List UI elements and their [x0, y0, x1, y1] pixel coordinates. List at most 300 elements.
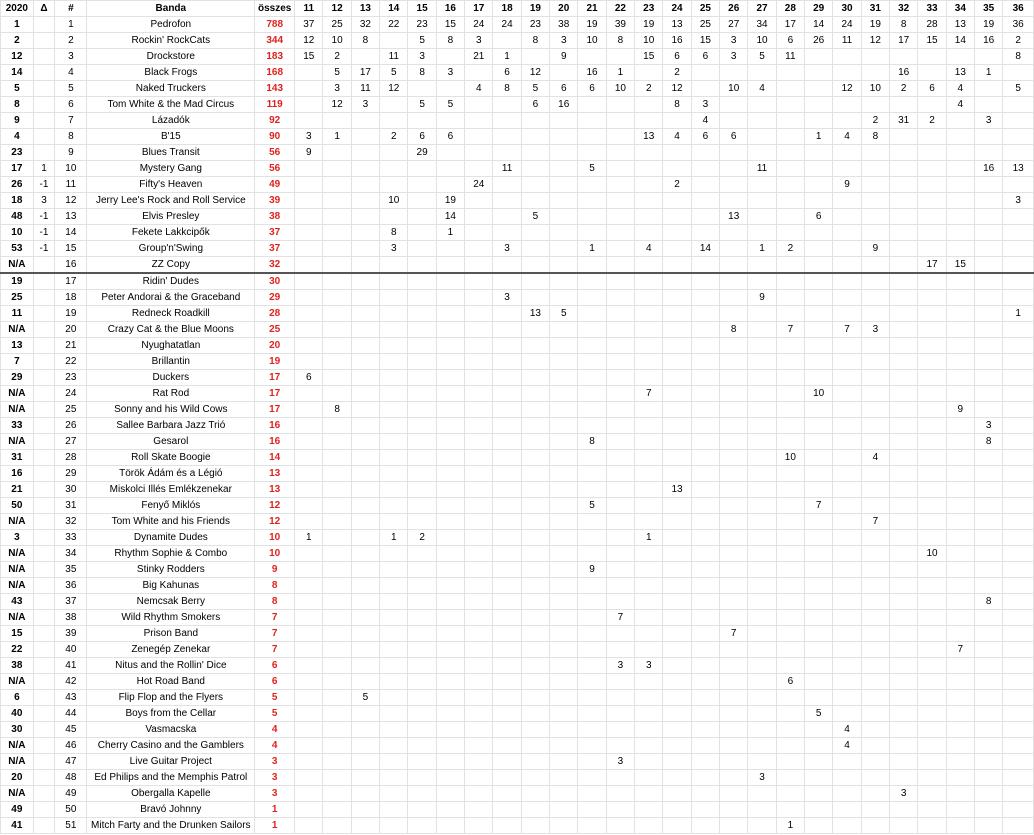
cell-week-29[interactable] [805, 722, 833, 738]
cell-week-27[interactable] [748, 530, 776, 546]
cell-week-18[interactable] [493, 706, 521, 722]
cell-week-20[interactable] [550, 402, 578, 418]
cell-week-35[interactable] [975, 97, 1003, 113]
cell-week-16[interactable] [436, 562, 464, 578]
cell-week-21[interactable] [578, 770, 606, 786]
cell-week-13[interactable] [351, 193, 379, 209]
cell-week-32[interactable] [890, 418, 918, 434]
cell-week-21[interactable] [578, 257, 606, 274]
cell-week-21[interactable] [578, 322, 606, 338]
header-prev-rank[interactable]: 2020 [1, 1, 34, 17]
cell-week-12[interactable] [323, 626, 351, 642]
cell-week-30[interactable] [833, 610, 861, 626]
cell-week-24[interactable] [663, 386, 691, 402]
cell-week-30[interactable] [833, 786, 861, 802]
cell-week-18[interactable] [493, 225, 521, 241]
cell-rank[interactable]: 34 [55, 546, 87, 562]
cell-week-28[interactable] [776, 129, 804, 145]
cell-week-30[interactable] [833, 594, 861, 610]
cell-week-29[interactable]: 26 [805, 33, 833, 49]
cell-total[interactable]: 7 [255, 610, 295, 626]
cell-week-16[interactable] [436, 514, 464, 530]
cell-week-13[interactable] [351, 273, 379, 290]
cell-week-13[interactable] [351, 786, 379, 802]
cell-week-16[interactable] [436, 706, 464, 722]
cell-week-17[interactable] [465, 434, 493, 450]
cell-week-28[interactable] [776, 706, 804, 722]
cell-rank[interactable]: 43 [55, 690, 87, 706]
cell-prev-rank[interactable]: N/A [1, 738, 34, 754]
cell-week-12[interactable] [323, 802, 351, 818]
cell-week-21[interactable] [578, 370, 606, 386]
cell-week-11[interactable] [295, 322, 323, 338]
cell-week-25[interactable]: 14 [691, 241, 719, 257]
cell-week-21[interactable] [578, 738, 606, 754]
cell-week-23[interactable] [635, 578, 663, 594]
cell-week-17[interactable] [465, 386, 493, 402]
cell-week-31[interactable]: 12 [861, 33, 889, 49]
cell-week-30[interactable] [833, 306, 861, 322]
cell-week-19[interactable] [521, 498, 549, 514]
cell-week-11[interactable] [295, 209, 323, 225]
cell-week-18[interactable]: 24 [493, 17, 521, 33]
cell-week-18[interactable] [493, 354, 521, 370]
cell-week-28[interactable] [776, 273, 804, 290]
cell-week-36[interactable] [1003, 290, 1034, 306]
cell-week-28[interactable]: 10 [776, 450, 804, 466]
cell-week-23[interactable] [635, 65, 663, 81]
cell-week-31[interactable] [861, 386, 889, 402]
cell-week-33[interactable] [918, 177, 946, 193]
cell-delta[interactable] [33, 610, 55, 626]
cell-week-23[interactable]: 2 [635, 81, 663, 97]
cell-week-20[interactable] [550, 145, 578, 161]
cell-week-12[interactable] [323, 658, 351, 674]
cell-week-25[interactable] [691, 370, 719, 386]
cell-week-22[interactable] [606, 386, 634, 402]
cell-band-name[interactable]: Nitus and the Rollin' Dice [87, 658, 255, 674]
cell-week-22[interactable] [606, 370, 634, 386]
cell-week-31[interactable] [861, 193, 889, 209]
cell-week-19[interactable] [521, 161, 549, 177]
cell-week-21[interactable] [578, 338, 606, 354]
cell-week-19[interactable] [521, 418, 549, 434]
cell-week-17[interactable] [465, 97, 493, 113]
cell-total[interactable]: 29 [255, 290, 295, 306]
cell-prev-rank[interactable]: 19 [1, 273, 34, 290]
cell-week-27[interactable] [748, 514, 776, 530]
cell-week-35[interactable] [975, 177, 1003, 193]
cell-week-16[interactable] [436, 594, 464, 610]
cell-week-11[interactable] [295, 97, 323, 113]
cell-week-32[interactable] [890, 49, 918, 65]
cell-week-16[interactable] [436, 49, 464, 65]
cell-week-18[interactable] [493, 594, 521, 610]
cell-week-35[interactable] [975, 562, 1003, 578]
cell-week-16[interactable] [436, 434, 464, 450]
cell-prev-rank[interactable]: 3 [1, 530, 34, 546]
cell-week-11[interactable] [295, 770, 323, 786]
cell-week-26[interactable] [720, 290, 748, 306]
cell-week-35[interactable] [975, 674, 1003, 690]
cell-week-30[interactable] [833, 642, 861, 658]
cell-week-13[interactable] [351, 818, 379, 834]
cell-rank[interactable]: 20 [55, 322, 87, 338]
cell-week-31[interactable] [861, 354, 889, 370]
cell-week-24[interactable] [663, 818, 691, 834]
cell-week-12[interactable] [323, 209, 351, 225]
cell-week-14[interactable] [380, 626, 408, 642]
cell-week-13[interactable] [351, 722, 379, 738]
cell-delta[interactable] [33, 578, 55, 594]
cell-week-18[interactable] [493, 626, 521, 642]
cell-week-12[interactable] [323, 225, 351, 241]
cell-week-14[interactable]: 10 [380, 193, 408, 209]
cell-delta[interactable] [33, 802, 55, 818]
cell-week-24[interactable] [663, 578, 691, 594]
cell-week-20[interactable] [550, 241, 578, 257]
cell-week-32[interactable] [890, 290, 918, 306]
cell-week-12[interactable] [323, 273, 351, 290]
cell-week-11[interactable] [295, 273, 323, 290]
cell-week-27[interactable]: 10 [748, 33, 776, 49]
cell-week-12[interactable] [323, 578, 351, 594]
cell-week-20[interactable] [550, 354, 578, 370]
cell-prev-rank[interactable]: N/A [1, 786, 34, 802]
cell-prev-rank[interactable]: 38 [1, 658, 34, 674]
cell-week-23[interactable] [635, 161, 663, 177]
cell-week-33[interactable] [918, 578, 946, 594]
cell-rank[interactable]: 39 [55, 626, 87, 642]
cell-week-18[interactable] [493, 338, 521, 354]
cell-week-11[interactable]: 37 [295, 17, 323, 33]
cell-week-33[interactable] [918, 658, 946, 674]
cell-week-30[interactable] [833, 145, 861, 161]
cell-week-25[interactable] [691, 466, 719, 482]
cell-week-15[interactable] [408, 594, 436, 610]
cell-prev-rank[interactable]: 9 [1, 113, 34, 129]
cell-week-19[interactable] [521, 370, 549, 386]
cell-week-15[interactable]: 29 [408, 145, 436, 161]
cell-week-33[interactable] [918, 802, 946, 818]
cell-week-17[interactable] [465, 546, 493, 562]
cell-prev-rank[interactable]: N/A [1, 514, 34, 530]
header-week-24[interactable]: 24 [663, 1, 691, 17]
cell-week-18[interactable]: 6 [493, 65, 521, 81]
cell-week-22[interactable] [606, 273, 634, 290]
cell-total[interactable]: 4 [255, 738, 295, 754]
cell-week-23[interactable] [635, 225, 663, 241]
cell-total[interactable]: 9 [255, 562, 295, 578]
header-week-26[interactable]: 26 [720, 1, 748, 17]
cell-week-16[interactable]: 3 [436, 65, 464, 81]
cell-week-34[interactable]: 13 [946, 65, 974, 81]
header-week-23[interactable]: 23 [635, 1, 663, 17]
cell-week-34[interactable] [946, 225, 974, 241]
cell-week-15[interactable] [408, 193, 436, 209]
cell-week-12[interactable]: 10 [323, 33, 351, 49]
cell-prev-rank[interactable]: 25 [1, 290, 34, 306]
cell-week-28[interactable] [776, 81, 804, 97]
cell-week-29[interactable] [805, 562, 833, 578]
cell-week-30[interactable] [833, 49, 861, 65]
cell-week-13[interactable] [351, 546, 379, 562]
cell-week-14[interactable] [380, 177, 408, 193]
cell-week-26[interactable]: 13 [720, 209, 748, 225]
cell-total[interactable]: 13 [255, 482, 295, 498]
cell-week-20[interactable] [550, 209, 578, 225]
cell-week-30[interactable] [833, 241, 861, 257]
cell-week-31[interactable] [861, 65, 889, 81]
cell-week-36[interactable] [1003, 674, 1034, 690]
cell-week-29[interactable] [805, 642, 833, 658]
cell-total[interactable]: 168 [255, 65, 295, 81]
cell-total[interactable]: 10 [255, 530, 295, 546]
cell-week-35[interactable]: 8 [975, 434, 1003, 450]
cell-week-33[interactable] [918, 161, 946, 177]
cell-week-26[interactable] [720, 818, 748, 834]
cell-week-21[interactable]: 19 [578, 17, 606, 33]
cell-week-32[interactable] [890, 161, 918, 177]
cell-week-35[interactable] [975, 322, 1003, 338]
cell-week-32[interactable] [890, 225, 918, 241]
cell-week-13[interactable] [351, 674, 379, 690]
cell-week-23[interactable]: 15 [635, 49, 663, 65]
cell-week-27[interactable] [748, 802, 776, 818]
cell-week-15[interactable]: 8 [408, 65, 436, 81]
cell-week-35[interactable] [975, 81, 1003, 97]
cell-week-19[interactable] [521, 658, 549, 674]
cell-week-18[interactable] [493, 738, 521, 754]
cell-week-17[interactable] [465, 818, 493, 834]
cell-band-name[interactable]: Sallee Barbara Jazz Trió [87, 418, 255, 434]
cell-week-16[interactable] [436, 354, 464, 370]
cell-week-17[interactable] [465, 690, 493, 706]
cell-week-28[interactable] [776, 546, 804, 562]
cell-week-17[interactable]: 3 [465, 33, 493, 49]
cell-week-34[interactable] [946, 754, 974, 770]
cell-week-30[interactable] [833, 466, 861, 482]
cell-rank[interactable]: 8 [55, 129, 87, 145]
cell-week-19[interactable] [521, 145, 549, 161]
cell-week-23[interactable] [635, 722, 663, 738]
cell-week-22[interactable] [606, 594, 634, 610]
cell-week-23[interactable] [635, 450, 663, 466]
cell-week-31[interactable]: 9 [861, 241, 889, 257]
cell-week-17[interactable]: 4 [465, 81, 493, 97]
cell-week-31[interactable] [861, 578, 889, 594]
cell-week-24[interactable] [663, 402, 691, 418]
cell-week-28[interactable] [776, 418, 804, 434]
cell-week-15[interactable] [408, 434, 436, 450]
cell-week-11[interactable] [295, 418, 323, 434]
cell-band-name[interactable]: Nemcsak Berry [87, 594, 255, 610]
cell-week-21[interactable] [578, 177, 606, 193]
cell-week-22[interactable] [606, 49, 634, 65]
cell-week-12[interactable] [323, 161, 351, 177]
header-week-32[interactable]: 32 [890, 1, 918, 17]
cell-week-17[interactable] [465, 658, 493, 674]
cell-week-14[interactable] [380, 33, 408, 49]
cell-week-18[interactable] [493, 306, 521, 322]
cell-week-25[interactable]: 4 [691, 113, 719, 129]
cell-week-28[interactable] [776, 402, 804, 418]
cell-week-35[interactable] [975, 290, 1003, 306]
cell-delta[interactable]: -1 [33, 177, 55, 193]
cell-week-32[interactable] [890, 578, 918, 594]
cell-week-35[interactable] [975, 802, 1003, 818]
cell-week-28[interactable] [776, 626, 804, 642]
cell-week-20[interactable] [550, 562, 578, 578]
cell-week-30[interactable]: 4 [833, 738, 861, 754]
header-week-33[interactable]: 33 [918, 1, 946, 17]
cell-week-20[interactable] [550, 225, 578, 241]
cell-delta[interactable]: -1 [33, 241, 55, 257]
cell-week-25[interactable] [691, 193, 719, 209]
cell-week-20[interactable] [550, 674, 578, 690]
cell-week-15[interactable] [408, 81, 436, 97]
cell-week-21[interactable] [578, 658, 606, 674]
cell-week-34[interactable]: 14 [946, 33, 974, 49]
cell-week-20[interactable] [550, 594, 578, 610]
cell-week-21[interactable] [578, 225, 606, 241]
cell-week-15[interactable] [408, 466, 436, 482]
cell-delta[interactable] [33, 370, 55, 386]
cell-week-20[interactable] [550, 290, 578, 306]
cell-week-20[interactable] [550, 722, 578, 738]
header-week-16[interactable]: 16 [436, 1, 464, 17]
cell-delta[interactable] [33, 562, 55, 578]
cell-week-20[interactable] [550, 530, 578, 546]
cell-week-28[interactable] [776, 290, 804, 306]
cell-rank[interactable]: 42 [55, 674, 87, 690]
cell-week-17[interactable] [465, 145, 493, 161]
cell-total[interactable]: 56 [255, 161, 295, 177]
cell-week-16[interactable] [436, 802, 464, 818]
cell-week-20[interactable] [550, 498, 578, 514]
cell-week-27[interactable] [748, 690, 776, 706]
cell-week-15[interactable] [408, 322, 436, 338]
cell-week-25[interactable] [691, 610, 719, 626]
cell-week-33[interactable] [918, 241, 946, 257]
cell-week-24[interactable] [663, 418, 691, 434]
cell-week-12[interactable] [323, 418, 351, 434]
cell-band-name[interactable]: Roll Skate Boogie [87, 450, 255, 466]
cell-band-name[interactable]: Vasmacska [87, 722, 255, 738]
cell-week-12[interactable] [323, 738, 351, 754]
cell-week-20[interactable] [550, 386, 578, 402]
cell-week-27[interactable] [748, 594, 776, 610]
cell-prev-rank[interactable]: 12 [1, 49, 34, 65]
cell-week-31[interactable] [861, 161, 889, 177]
cell-week-33[interactable] [918, 49, 946, 65]
cell-week-33[interactable] [918, 498, 946, 514]
cell-week-21[interactable] [578, 706, 606, 722]
cell-total[interactable]: 12 [255, 514, 295, 530]
cell-week-28[interactable] [776, 97, 804, 113]
cell-week-22[interactable] [606, 690, 634, 706]
cell-band-name[interactable]: Fekete Lakkcipők [87, 225, 255, 241]
cell-week-31[interactable] [861, 338, 889, 354]
cell-week-27[interactable] [748, 642, 776, 658]
cell-week-19[interactable] [521, 786, 549, 802]
cell-week-35[interactable] [975, 818, 1003, 834]
cell-rank[interactable]: 17 [55, 273, 87, 290]
cell-week-16[interactable] [436, 546, 464, 562]
cell-prev-rank[interactable]: 31 [1, 450, 34, 466]
cell-rank[interactable]: 1 [55, 17, 87, 33]
cell-week-34[interactable] [946, 658, 974, 674]
cell-week-34[interactable] [946, 322, 974, 338]
cell-prev-rank[interactable]: N/A [1, 386, 34, 402]
cell-week-21[interactable] [578, 145, 606, 161]
cell-delta[interactable]: -1 [33, 225, 55, 241]
cell-week-23[interactable]: 4 [635, 241, 663, 257]
header-week-34[interactable]: 34 [946, 1, 974, 17]
cell-week-21[interactable]: 5 [578, 498, 606, 514]
cell-week-32[interactable] [890, 273, 918, 290]
cell-week-31[interactable] [861, 770, 889, 786]
cell-rank[interactable]: 48 [55, 770, 87, 786]
cell-delta[interactable] [33, 450, 55, 466]
cell-week-29[interactable] [805, 546, 833, 562]
cell-week-19[interactable]: 5 [521, 209, 549, 225]
cell-week-31[interactable] [861, 145, 889, 161]
cell-week-22[interactable] [606, 402, 634, 418]
cell-prev-rank[interactable]: 5 [1, 81, 34, 97]
cell-week-28[interactable] [776, 338, 804, 354]
cell-week-24[interactable]: 16 [663, 33, 691, 49]
cell-week-32[interactable] [890, 466, 918, 482]
cell-week-19[interactable] [521, 113, 549, 129]
cell-week-31[interactable] [861, 674, 889, 690]
cell-week-32[interactable] [890, 690, 918, 706]
cell-week-35[interactable]: 8 [975, 594, 1003, 610]
cell-week-30[interactable] [833, 418, 861, 434]
cell-week-29[interactable] [805, 402, 833, 418]
cell-week-24[interactable] [663, 273, 691, 290]
cell-week-19[interactable] [521, 754, 549, 770]
cell-week-20[interactable] [550, 450, 578, 466]
cell-week-34[interactable] [946, 161, 974, 177]
cell-week-25[interactable] [691, 161, 719, 177]
cell-week-31[interactable] [861, 466, 889, 482]
cell-week-16[interactable] [436, 450, 464, 466]
cell-week-22[interactable] [606, 818, 634, 834]
cell-week-29[interactable]: 7 [805, 498, 833, 514]
cell-week-34[interactable] [946, 273, 974, 290]
cell-week-27[interactable]: 9 [748, 290, 776, 306]
cell-week-28[interactable] [776, 209, 804, 225]
cell-week-30[interactable] [833, 530, 861, 546]
cell-week-11[interactable] [295, 225, 323, 241]
cell-week-22[interactable] [606, 562, 634, 578]
cell-week-20[interactable] [550, 370, 578, 386]
cell-week-35[interactable] [975, 193, 1003, 209]
cell-week-33[interactable]: 28 [918, 17, 946, 33]
cell-week-31[interactable] [861, 786, 889, 802]
cell-band-name[interactable]: Brillantin [87, 354, 255, 370]
cell-week-14[interactable] [380, 578, 408, 594]
cell-week-32[interactable] [890, 145, 918, 161]
cell-week-17[interactable] [465, 113, 493, 129]
cell-week-27[interactable] [748, 706, 776, 722]
cell-week-29[interactable] [805, 161, 833, 177]
cell-week-19[interactable] [521, 770, 549, 786]
cell-week-34[interactable]: 4 [946, 81, 974, 97]
cell-week-13[interactable]: 3 [351, 97, 379, 113]
cell-week-13[interactable] [351, 322, 379, 338]
